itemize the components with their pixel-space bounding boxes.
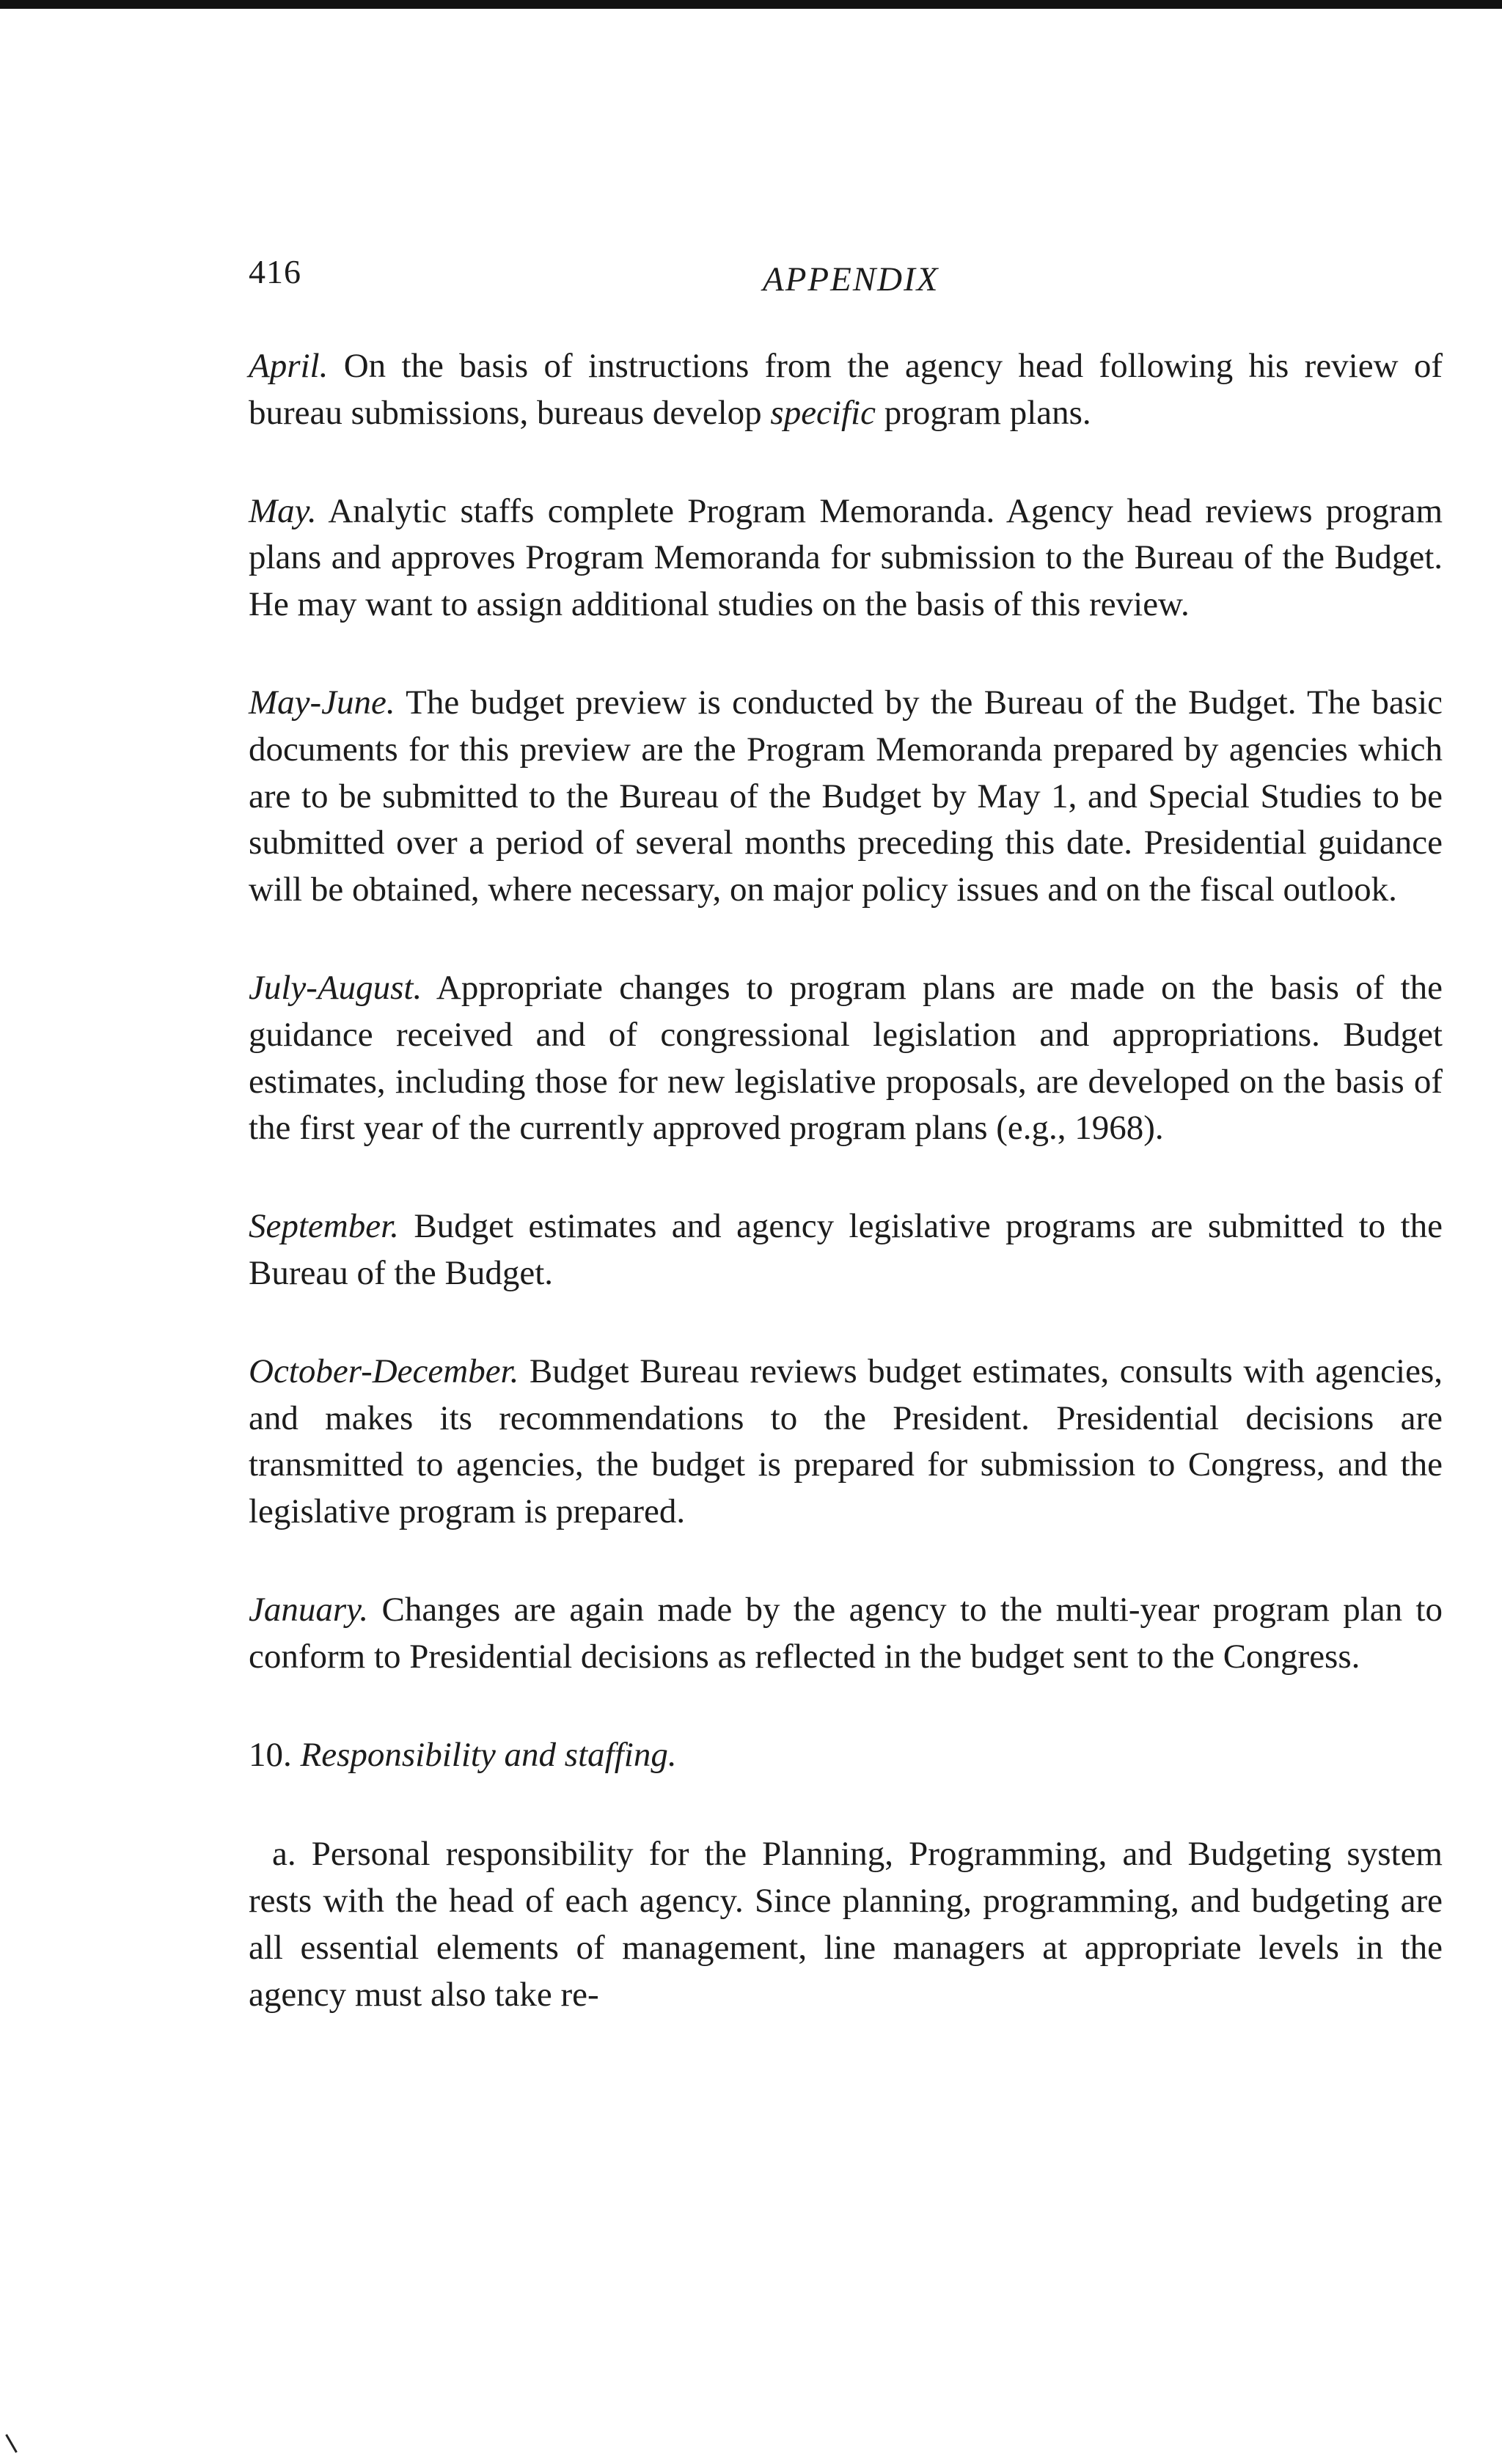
paragraph-april-text-end: program plans.: [875, 393, 1091, 432]
paragraph-october-december: [249, 1349, 1443, 1536]
paragraph-september: [249, 1203, 1443, 1297]
period-label-april: April.: [249, 347, 329, 385]
paragraph-april-text: On the basis of instructions from the agency head following his review of bureau submissions, bureaus develop: [249, 347, 1443, 432]
period-label-september: September.: [249, 1207, 399, 1246]
page-number: 416: [249, 253, 301, 290]
period-label-may: May.: [249, 491, 317, 530]
period-label-may-june: May-June.: [249, 683, 395, 722]
section-heading: [249, 1732, 1443, 1779]
period-label-january: January.: [249, 1590, 369, 1629]
paragraph-may-june-text: The budget preview is conducted by the Bureau of the Budget. The basic documents for this preview are the Program Memoranda prepared by agencies which are to be submitted to the Bureau of the Budget by May 1, and Special Studies to be submitted over a period of several months preceding this date. Presidential guidance will be obtained, where necessary, on major policy issues and on the fiscal outlook.: [249, 683, 1443, 909]
sub-item-label: a.: [272, 1835, 296, 1874]
paragraph-september-text: Budget estimates and agency legislative programs are submitted to the Bureau of the Budget.: [249, 1207, 1443, 1292]
paragraph-responsibility-text: Personal responsibility for the Planning, Programming, and Budgeting system rests with the head of each agency. Since planning, programming, and budgeting are all essential elements of management, line managers at appropriate levels in the agency must also take re-: [249, 1835, 1443, 2014]
paragraph-january: [249, 1587, 1443, 1681]
period-label-october-december: October-December.: [249, 1352, 519, 1390]
top-scan-edge: [0, 0, 1502, 9]
emphasis-specific: specific: [770, 393, 876, 432]
body-text: [249, 343, 1443, 2019]
paragraph-october-december-text: Budget Bureau reviews budget estimates, consults with agencies, and makes its recommendations to the President. Presidential decisions are transmitted to agencies, the budget is prepared for submission to Congress, and the legislative program is prepared.: [249, 1352, 1443, 1531]
paragraph-january-text: Changes are again made by the agency to the multi-year program plan to conform to Presidential decisions as reflected in the budget sent to the Congress.: [249, 1590, 1443, 1676]
paragraph-july-august: [249, 965, 1443, 1152]
section-number: 10.: [249, 1735, 292, 1774]
section-title: Responsibility and staffing.: [300, 1735, 677, 1774]
paragraph-may-text: Analytic staffs complete Program Memoranda. Agency head reviews program plans and approves Program Memoranda for submission to the Bureau of the Budget. He may want to assign additional studies on the basis of this review.: [249, 491, 1443, 624]
scan-corner-mark: [5, 2434, 18, 2453]
period-label-july-august: July-August.: [249, 968, 422, 1007]
paragraph-responsibility: [249, 1831, 1443, 2018]
paragraph-april: [249, 343, 1443, 437]
paragraph-may-june: [249, 680, 1443, 914]
paragraph-july-august-text: Appropriate changes to program plans are made on the basis of the guidance received and of congressional legislation and appropriations. Budget estimates, including those for new legislative proposals, are developed on the basis of the first year of the currently approved program plans (e.g., 1968).: [249, 968, 1443, 1148]
running-head: APPENDIX: [763, 260, 939, 298]
paragraph-may: [249, 488, 1443, 628]
